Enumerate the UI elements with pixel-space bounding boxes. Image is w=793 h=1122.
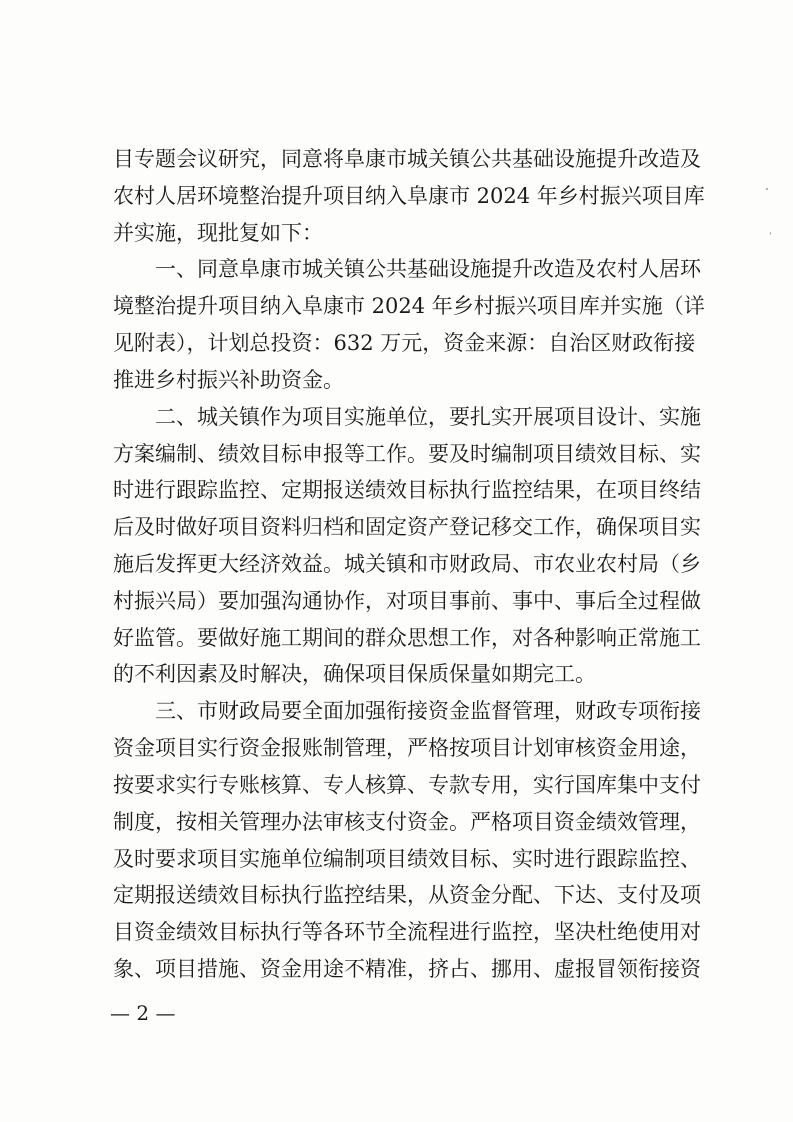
text-line: 境整治提升项目纳入阜康市 2024 年乡村振兴项目库并实施（详	[113, 294, 705, 318]
text-line: 制度，按相关管理办法审核支付资金。严格项目资金绩效管理，	[113, 810, 701, 834]
text-line: 定期报送绩效目标执行监控结果，从资金分配、下达、支付及项	[113, 883, 701, 907]
text-line: 的不利因素及时解决，确保项目保质保量如期完工。	[113, 662, 596, 686]
text-line: 象、项目措施、资金用途不精准，挤占、挪用、虚报冒领衔接资	[113, 957, 701, 981]
text-line: 好监管。要做好施工期间的群众思想工作，对各种影响正常施工	[113, 626, 701, 650]
text-line: 一、同意阜康市城关镇公共基础设施提升改造及农村人居环	[113, 257, 701, 281]
page-number: — 2 —	[110, 1001, 176, 1025]
text-line: 施后发挥更大经济效益。城关镇和市财政局、市农业农村局（乡	[113, 552, 701, 576]
text-line: 方案编制、绩效目标申报等工作。要及时编制项目绩效目标、实	[113, 442, 701, 466]
text-line: 按要求实行专账核算、专人核算、专款专用，实行国库集中支付	[113, 773, 701, 797]
text-line: 资金项目实行资金报账制管理，严格按项目计划审核资金用途，	[113, 736, 701, 760]
text-line: 后及时做好项目资料归档和固定资产登记移交工作，确保项目实	[113, 515, 701, 539]
text-line: 村振兴局）要加强沟通协作，对项目事前、事中、事后全过程做	[113, 589, 701, 613]
text-line: 时进行跟踪监控、定期报送绩效目标执行监控结果，在项目终结	[113, 478, 701, 502]
text-line: 农村人居环境整治提升项目纳入阜康市 2024 年乡村振兴项目库	[113, 184, 705, 208]
text-line: 并实施，现批复如下：	[113, 221, 323, 245]
scan-speck	[770, 232, 771, 235]
scan-speck	[766, 188, 768, 190]
text-line: 见附表），计划总投资：632 万元，资金来源：自治区财政衔接	[113, 331, 696, 355]
text-line: 目专题会议研究，同意将阜康市城关镇公共基础设施提升改造及	[113, 147, 701, 171]
text-line: 及时要求项目实施单位编制项目绩效目标、实时进行跟踪监控、	[113, 847, 701, 871]
text-line: 三、市财政局要全面加强衔接资金监督管理，财政专项衔接	[113, 699, 701, 723]
text-line: 二、城关镇作为项目实施单位，要扎实开展项目设计、实施	[113, 405, 701, 429]
text-line: 目资金绩效目标执行等各环节全流程进行监控，坚决杜绝使用对	[113, 920, 701, 944]
text-line: 推进乡村振兴补助资金。	[113, 368, 344, 392]
